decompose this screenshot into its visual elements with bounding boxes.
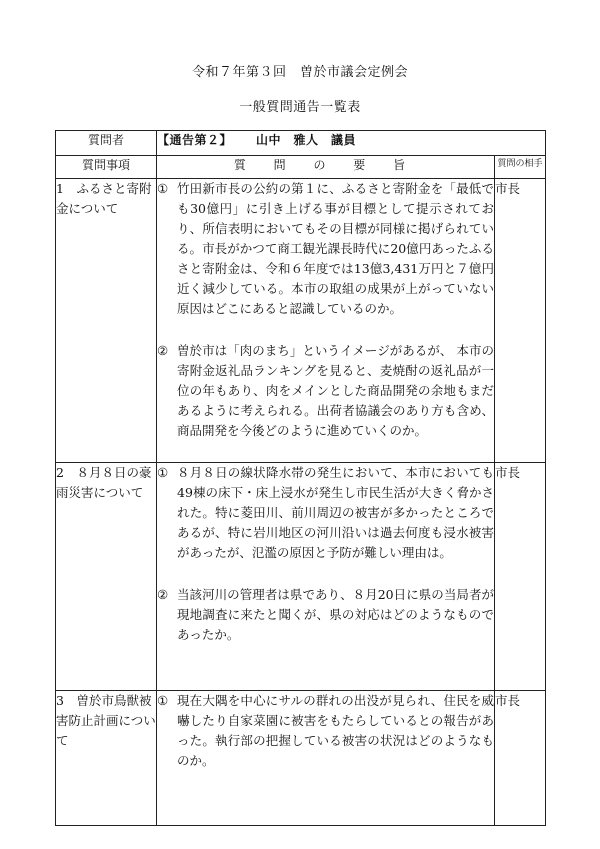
table-row [56, 691, 546, 826]
column-header-row [56, 156, 546, 179]
document-title: 一般質問通告一覧表 [239, 100, 361, 115]
notice-number: 【通告第２】 [157, 133, 233, 147]
question-number: ② [157, 343, 169, 358]
question-text: ８月８日の線状降水帯の発生において、本市においても49棟の床下・床上浸水が発生し市民生活が大きく脅かされた。特に菱田川、前川周辺の被害が多かったところであるが、特に岩川地区の河川沿いは過去何度も浸水被害があったが、氾濫の原因と予防が難しい理由は。 [177, 465, 494, 560]
question-item [157, 585, 494, 645]
question-text: 曽於市は「肉のまち」というイメージがあるが、 本市の寄附金返礼品ランキングを見ると、麦焼酎の返礼品が一位の年もあり、肉をメインとした商品開発の余地もまだあるように考えられる。出荷者協議会のあり方も含め、商品開発を今後どのように進めていくのか。 [177, 343, 494, 438]
question-number: ① [157, 465, 169, 480]
question-summary [157, 179, 495, 463]
col-topic-header: 質問事項 [56, 156, 157, 179]
asker-label: 質問者 [56, 131, 157, 156]
question-item [157, 341, 494, 441]
asker-row [56, 131, 546, 156]
col-summary-header: 質 問 の 要 旨 [157, 156, 495, 179]
question-item [157, 691, 494, 771]
question-number: ① [157, 693, 169, 708]
question-number: ② [157, 587, 169, 602]
question-summary [157, 691, 495, 826]
table-row [56, 463, 546, 691]
asker-info [157, 131, 546, 156]
question-topic: 2 ８月８日の豪雨災害について [56, 463, 157, 691]
member-name: 山中 雅人 議員 [256, 133, 357, 147]
question-summary [157, 463, 495, 691]
question-text: 当該河川の管理者は県であり、８月20日に県の当局者が現地調査に来たと聞くが、県の対応はどのようなものであったか。 [177, 587, 494, 642]
col-respondent-header: 質問の相手 [495, 156, 546, 179]
question-text: 竹田新市長の公約の第１に、ふるさと寄附金を「最低でも30億円」に引き上げる事が目標として提示されており、所信表明においてもその目標が同様に掲げられている。市長がかつて商工観光課長時代に20億円あったふるさと寄附金は、令和６年度では13億3,431万円と７億円近く減少している。本市の取組の成果が上がっていない原因はどこにあると認識しているのか。 [177, 181, 494, 316]
table-row [56, 179, 546, 463]
question-topic: 1 ふるさと寄附金について [56, 179, 157, 463]
respondent: 市長 [495, 691, 546, 826]
question-number: ① [157, 181, 169, 196]
question-item [157, 179, 494, 319]
question-notice-table [55, 130, 546, 826]
respondent: 市長 [495, 179, 546, 463]
question-text: 現在大隅を中心にサルの群れの出没が見られ、住民を威嚇したり自家菜園に被害をもたらしているとの報告があった。執行部の把握している被害の状況はどのようなものか。 [177, 693, 494, 768]
question-item [157, 463, 494, 563]
question-topic: 3 曽於市鳥獣被害防止計画について [56, 691, 157, 826]
session-title: 令和７年第３回 曽於市議会定例会 [191, 65, 408, 80]
respondent: 市長 [495, 463, 546, 691]
